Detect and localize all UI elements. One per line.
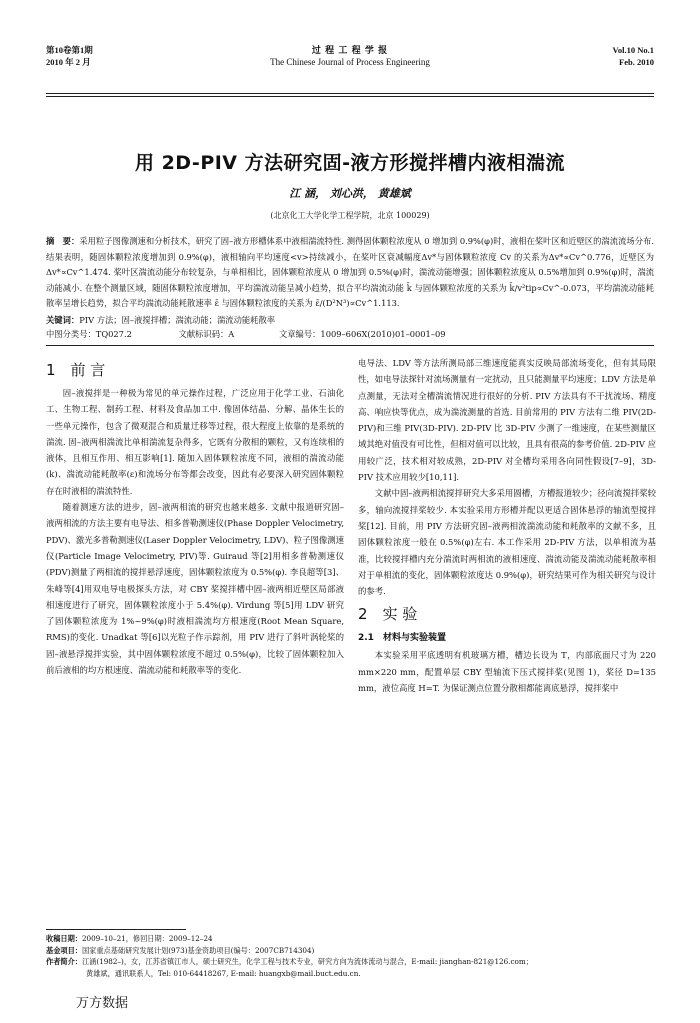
footnote-fund-text: 国家重点基础研究发展计划(973)基金资助项目(编号：2007CB714304) — [81, 945, 315, 955]
article-number: 文章编号：1009–606X(2010)01–0001–09 — [278, 329, 446, 339]
date-en: Feb. 2010 — [619, 57, 654, 67]
footnote-author-label: 作者简介： — [46, 957, 82, 966]
footnote-author-contact — [46, 968, 654, 980]
paragraph: 随着测速方法的进步，固–液两相流的研究也越来越多. 文献中报道研究固–液两相流的方法主要有电导法、相多普勒测速仪(Phase Doppler Velocimetry, PDV)、激光多普勒测速仪(Laser Doppler Velocimetry, LDV)、粒子图像测速仪(Particle Image Velocimetry, PIV)等. Guiraud 等[2]用相多普勒测速仪(PDV)测量了两相流的搅拌悬浮速度，固体颗粒浓度为 0.5%(φ). 李良超等[3]、朱峰等[4]用双电导电极探头方法，对 CBY 桨搅拌槽中固–液两相近壁区局部液相速度进行了研究，固体颗粒浓度小于 5.4%(φ). Virdung 等[5]用 LDV 研究了固体颗粒浓度为 1%~9%(φ)时液相湍流均方根速度(Root Mean Square, RMS)的变化. Unadkat 等[6]以光粒子作示踪剂，用 PIV 进行了斜叶涡轮桨的固–液悬浮搅拌实验，其中固体颗粒浓度不超过 0.5%(φ)，比较了固体颗粒加入前后液相的均方根速度、湍流动能和耗散率等的变化. — [46, 502, 345, 676]
volume-cn: 第10卷第1期 — [46, 45, 93, 55]
header-rule-thin — [46, 96, 654, 97]
watermark-text: 万方数据 — [76, 996, 129, 1011]
classification-line — [46, 327, 654, 341]
abstract — [46, 234, 654, 312]
article-title: 用 2D-PIV 方法研究固-液方形搅拌槽内液相湍流 — [134, 152, 566, 174]
article-authors: 江 涵， 刘心洪， 黄雄斌 — [289, 187, 411, 200]
footnote-author-text: 江涵(1982–)，女，江苏省镇江市人，硕士研究生，化学工程与技术专业，研究方向为流体流动与混合，E-mail: jianghan-821@126.com； — [81, 957, 533, 966]
paragraph: 文献中固–液两相流搅拌研究大多采用圆槽，方槽报道较少；径向流搅拌桨较多，轴向流搅拌桨较少. 本实验采用方形槽并配以更适合固体悬浮的轴流型搅拌桨[12]. 目前，用 PIV 方法研究固–液两相流湍流动能和耗散率的文献不多，且固体颗粒浓度一般在 0.5%(φ)左右. 本工作采用 2D-PIV 方法，以单相流为基准，比较搅拌槽内充分湍流时两相流的液相速度、湍流动能及湍流动能耗散率相对于单相流的变化，固体颗粒浓度达 0.9%(φ)，研究结果可作为相关研究与设计的参考. — [358, 488, 656, 597]
right-column — [358, 355, 656, 696]
footnote-author — [46, 956, 654, 968]
journal-name-en: The Chinese Journal of Process Engineering — [270, 57, 430, 67]
header-rule — [46, 93, 654, 94]
keywords-label: 关键词： — [46, 315, 80, 325]
abstract-label: 摘 要： — [46, 236, 80, 246]
footnote-fund — [46, 945, 654, 957]
journal-name-cn: 过 程 工 程 学 报 — [311, 45, 389, 55]
section-heading-experiment: 2 实 验 — [358, 605, 418, 624]
footnote-rule — [46, 929, 186, 930]
footnote-author-contact-text: 黄雄斌，通讯联系人，Tel: 010-64418267, E-mail: huangxb@mail.buct.edu.cn. — [86, 968, 361, 978]
keywords-text: PIV 方法；固–液搅拌槽；湍流动能；湍流动能耗散率 — [79, 315, 276, 325]
footnote-received-label: 收稿日期： — [46, 934, 82, 943]
article-affiliation: (北京化工大学化学工程学院，北京 100029) — [270, 211, 430, 220]
document-code: 文献标识码：A — [178, 329, 235, 339]
header-center — [46, 44, 654, 68]
abstract-divider — [46, 345, 654, 346]
keywords — [46, 313, 654, 327]
header-right — [613, 44, 654, 68]
paragraph: 固–液搅拌是一种极为常见的单元操作过程，广泛应用于化学工业、石油化工、生物工程、制药工程、材料及食品加工中. 像固体结晶、分解、晶体生长的一些单元操作，包含了微观混合和质量迁移等过程，很大程度上依靠的是系统的湍流. 固–液两相湍流比单相湍流复杂得多，它既有分散相的颗粒，又有连续相的液体，且相互作用、相互影响[1]. 随加入固体颗粒浓度不同，液相的湍流动能(k)、湍流动能耗散率(ε)和流场分布等都会改变，因此有必要深入研究固体颗粒存在时液相的湍流特性. — [46, 388, 344, 496]
abstract-text: 采用粒子图像测速和分析技术，研究了固–液方形槽体系中液相湍流特性. 测得固体颗粒浓度从 0 增加到 0.9%(φ)时，液相在桨叶区和近壁区的湍流流场分布. 结果表明，随固体颗粒浓度增加到 0.9%(φ)，液相轴向平均速度<v>持续减小，在桨叶区衰减幅度Δv*与固体颗粒浓度 Cv 的关系为Δv*∝Cv^0.776，近壁区为Δv*∝Cv^1.474. 桨叶区湍流动能分布较复杂，与单相相比，固体颗粒浓度从 0 增加到 0.5%(φ)时，湍流动能增强；固体颗粒浓度从 0.5%增加到 0.9%(φ)时，湍流动能减小. 在整个测量区域，随固体颗粒浓度增加，平均湍流动能呈减小趋势，拟合平均湍流动能 k̄ 与固体颗粒浓度的关系为 k̄/v²tip∝Cv^-0.073，平均湍流动能耗散率呈增长趋势，拟合平均湍流动能耗散速率 ε̄ 与固体颗粒浓度的关系为 ε̄/(D²N³)∝Cv^1.113. — [46, 236, 654, 308]
subsection-heading-materials: 2.1 材料与实验装置 — [358, 633, 446, 644]
clc-number: 中图分类号：TQ027.2 — [46, 329, 132, 339]
footnote-received-text: 2009–10–21，修回日期：2009–12–24 — [81, 934, 213, 943]
paragraph: 电导法、LDV 等方法所测局部三维速度能真实反映局部流场变化，但有其局限性，如电导法探针对流场测量有一定扰动，且只能测量平均速度；LDV 方法是单点测量，无法对全槽湍流情况进行很好的分析. PIV 方法具有不干扰流场、精度高、响应快等优点，成为湍流测量的首选. 目前常用的 PIV 方法有二维 PIV(2D-PIV)和三维 PIV(3D-PIV). 2D-PIV 比 3D-PIV 少测了一维速度，在某些测量区域其绝对值没有可比性，但相对值可以比较，且具有很高的参考价值. 2D-PIV 应用较广泛，技术相对较成熟，2D-PIV 对全槽均采用各向同性假设[7–9]，3D-PIV 技术应用较少[10,11]. — [358, 358, 656, 483]
left-column — [46, 355, 344, 678]
footnote-fund-label: 基金项目： — [46, 945, 82, 955]
footnote — [46, 933, 654, 979]
date-cn: 2010 年 2 月 — [46, 57, 91, 67]
running-header — [46, 44, 654, 84]
footnote-received — [46, 933, 654, 945]
section-heading-intro: 1 前 言 — [46, 361, 106, 379]
volume-en: Vol.10 No.1 — [612, 45, 654, 55]
paragraph: 本实验采用平底透明有机玻璃方槽，槽边长设为 T，内部底面尺寸为 220 mm×220 mm，配置单层 CBY 型轴流下压式搅拌桨(见图 1)，桨径 D=135 mm，液位高度 H=T. 为保证测点位置分散相都能离底悬浮，搅拌桨中 — [358, 650, 656, 694]
